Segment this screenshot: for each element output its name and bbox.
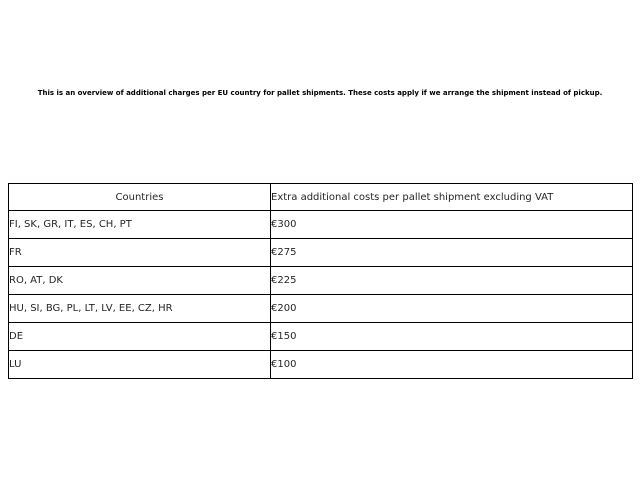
- table-row: [9, 323, 633, 351]
- countries-cell: FR: [9, 239, 271, 267]
- charges-table: [8, 183, 633, 379]
- cost-cell: €150: [271, 323, 633, 351]
- countries-cell: RO, AT, DK: [9, 267, 271, 295]
- cost-cell: €300: [271, 211, 633, 239]
- cost-cell: €225: [271, 267, 633, 295]
- countries-cell: LU: [9, 351, 271, 379]
- intro-text: This is an overview of additional charges per EU country for pallet shipments. These costs apply if we arrange the shipment instead of pickup.: [37, 89, 603, 97]
- countries-cell: HU, SI, BG, PL, LT, LV, EE, CZ, HR: [9, 295, 271, 323]
- table-row: [9, 267, 633, 295]
- table-row: [9, 295, 633, 323]
- cost-cell: €100: [271, 351, 633, 379]
- column-header-countries: Countries: [9, 184, 271, 211]
- countries-cell: FI, SK, GR, IT, ES, CH, PT: [9, 211, 271, 239]
- table-row: [9, 351, 633, 379]
- cost-cell: €200: [271, 295, 633, 323]
- column-header-costs: Extra additional costs per pallet shipment excluding VAT: [271, 184, 633, 211]
- table-header-row: [9, 184, 633, 211]
- cost-cell: €275: [271, 239, 633, 267]
- countries-cell: DE: [9, 323, 271, 351]
- table-row: [9, 239, 633, 267]
- table-row: [9, 211, 633, 239]
